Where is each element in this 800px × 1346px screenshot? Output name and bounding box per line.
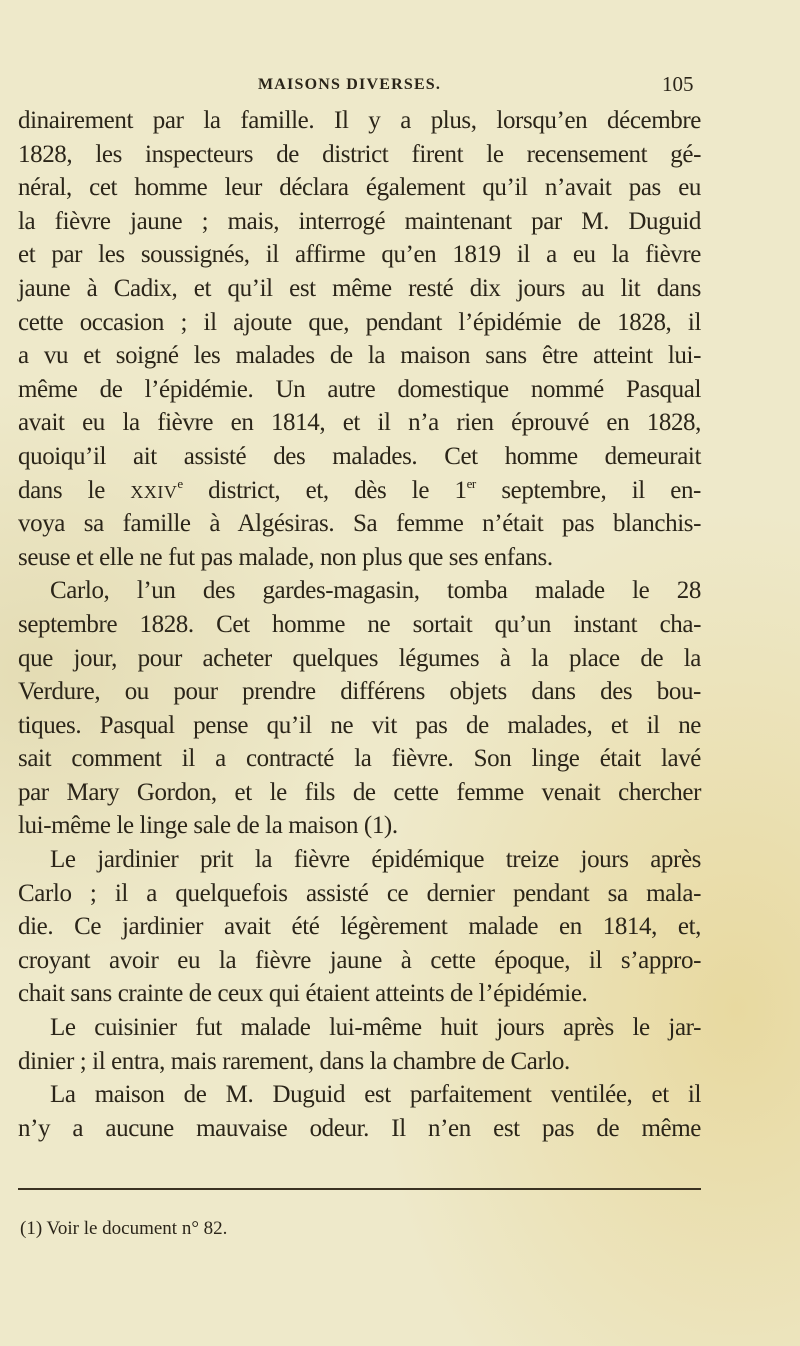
text-segment: dans le xyxy=(18,476,131,504)
text-line: sait comment il a contracté la fièvre. Son linge était lavé xyxy=(18,745,701,773)
text-segment: septembre, il en- xyxy=(475,476,701,504)
page-number: 105 xyxy=(662,72,694,96)
text-line: quoiqu’il ait assisté des malades. Cet homme demeurait xyxy=(18,442,701,470)
text-line: avait eu la fièvre en 1814, et il n’a rien éprouvé en 1828, xyxy=(18,409,701,437)
text-line: Verdure, ou pour prendre différens objets dans des bou- xyxy=(18,678,701,706)
text-line: que jour, pour acheter quelques légumes à la place de la xyxy=(18,644,701,672)
text-line: Carlo ; il a quelquefois assisté ce dernier pendant sa mala- xyxy=(18,879,701,907)
text-line: néral, cet homme leur déclara également qu’il n’avait pas eu xyxy=(18,174,701,202)
text-line: cette occasion ; il ajoute que, pendant l’épidémie de 1828, il xyxy=(18,308,701,336)
text-line: jaune à Cadix, et qu’il est même resté dix jours au lit dans xyxy=(18,274,701,302)
superscript: e xyxy=(177,475,183,491)
text-segment: district, et, dès le 1 xyxy=(182,476,467,504)
text-line: même de l’épidémie. Un autre domestique nommé Pasqual xyxy=(18,375,701,403)
text-line: die. Ce jardinier avait été légèrement malade en 1814, et, xyxy=(18,913,701,941)
text-line: n’y a aucune mauvaise odeur. Il n’en est pas de même xyxy=(18,1114,701,1142)
body-text xyxy=(18,104,701,1145)
text-line: 1828, les inspecteurs de district firent le recensement gé- xyxy=(18,140,701,168)
text-line: lui-même le linge sale de la maison (1). xyxy=(18,812,398,840)
footnote-divider xyxy=(18,1188,701,1190)
running-head-title: MAISONS DIVERSES. xyxy=(258,76,442,93)
text-line: la fièvre jaune ; mais, interrogé maintenant par M. Duguid xyxy=(18,207,701,235)
text-line: Le jardinier prit la fièvre épidémique treize jours après xyxy=(50,846,701,874)
text-line: Carlo, l’un des gardes-magasin, tomba malade le 28 xyxy=(50,577,701,605)
text-line: et par les soussignés, il affirme qu’en 1819 il a eu la fièvre xyxy=(18,241,701,269)
footnote: (1) Voir le document n° 82. xyxy=(20,1218,228,1239)
text-line xyxy=(18,474,701,508)
superscript: er xyxy=(466,475,476,491)
text-line: dinier ; il entra, mais rarement, dans la chambre de Carlo. xyxy=(18,1047,570,1075)
text-line: voya sa famille à Algésiras. Sa femme n’était pas blanchis- xyxy=(18,510,701,538)
text-line: septembre 1828. Cet homme ne sortait qu’un instant cha- xyxy=(18,610,701,638)
text-segment: XXIV xyxy=(130,481,178,502)
running-head xyxy=(0,72,800,102)
text-line: La maison de M. Duguid est parfaitement ventilée, et il xyxy=(50,1081,701,1109)
text-line: Le cuisinier fut malade lui-même huit jours après le jar- xyxy=(50,1014,701,1042)
text-line: dinairement par la famille. Il y a plus, lorsqu’en décembre xyxy=(18,107,701,134)
text-line: seuse et elle ne fut pas malade, non plus que ses enfans. xyxy=(18,543,553,571)
text-line: par Mary Gordon, et le fils de cette femme venait chercher xyxy=(18,778,701,806)
text-line: croyant avoir eu la fièvre jaune à cette époque, il s’appro- xyxy=(18,946,701,974)
text-line: tiques. Pasqual pense qu’il ne vit pas de malades, et il ne xyxy=(18,711,701,739)
text-line: a vu et soigné les malades de la maison sans être atteint lui- xyxy=(18,342,701,370)
text-line: chait sans crainte de ceux qui étaient atteints de l’épidémie. xyxy=(18,980,588,1008)
